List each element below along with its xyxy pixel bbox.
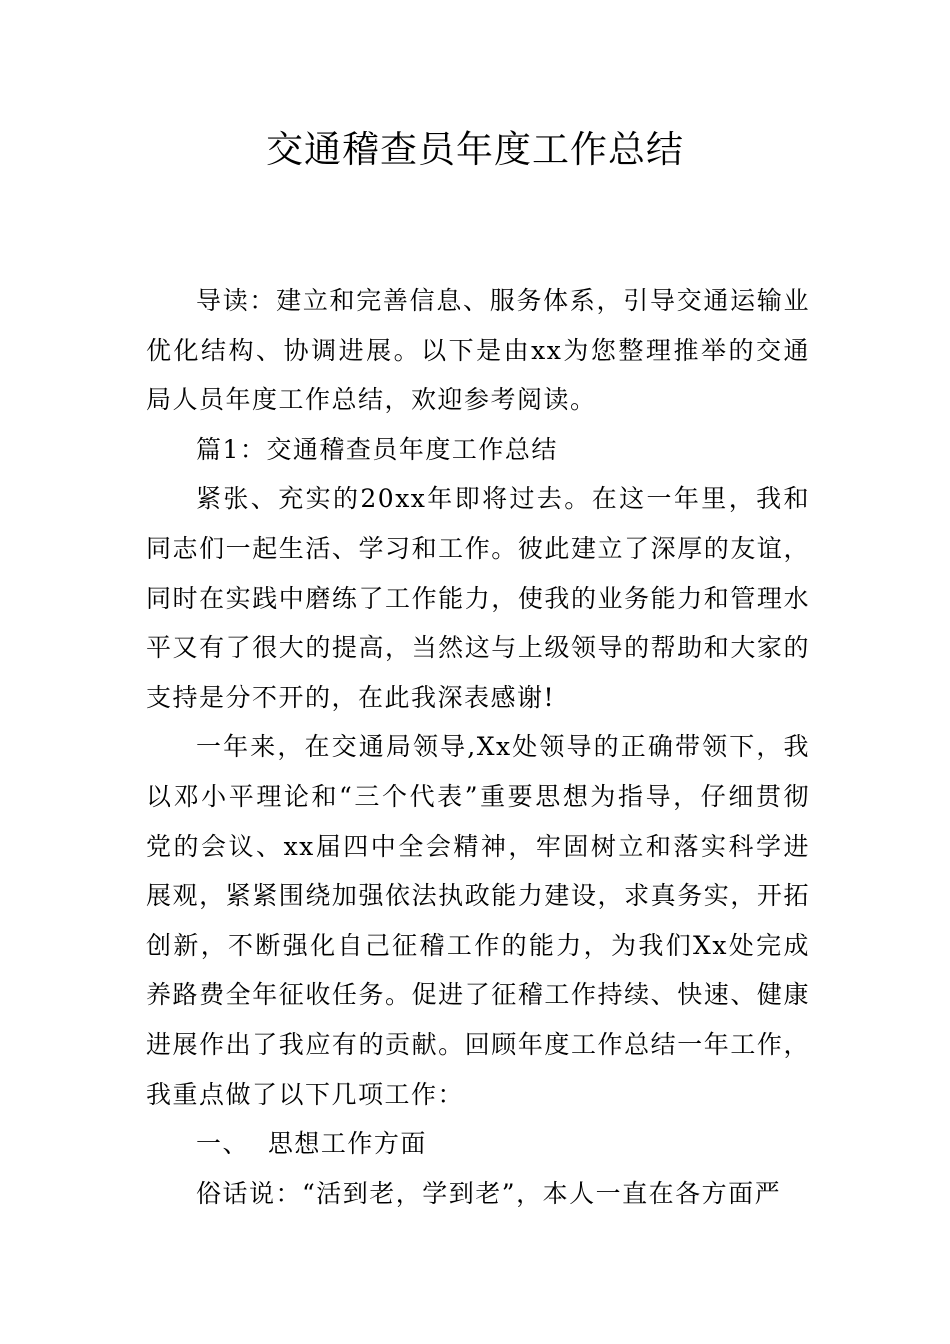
document-body — [146, 276, 810, 1218]
intro-paragraph: 导读：建立和完善信息、服务体系，引导交通运输业优化结构、协调进展。以下是由xx为您整理推举的交通局人员年度工作总结，欢迎参考阅读。 — [146, 286, 810, 415]
body-paragraph: 一年来，在交通局领导,Xx处领导的正确带领下，我以邓小平理论和“三个代表”重要思想为指导，仔细贯彻党的会议、xx届四中全会精神，牢固树立和落实科学进展观，紧紧围绕加强依法执政能力建设，求真务实，开拓创新，不断强化自己征稽工作的能力，为我们Xx处完成养路费全年征收任务。促进了征稽工作持续、快速、健康进展作出了我应有的贡献。回顾年度工作总结一年工作，我重点做了以下几项工作： — [146, 732, 810, 1109]
subsection-heading: 一、 思想工作方面 — [196, 1129, 427, 1159]
body-paragraph: 俗话说：“活到老，学到老”，本人一直在各方面严 — [196, 1178, 782, 1208]
section-title: 篇1：交通稽查员年度工作总结 — [196, 434, 558, 464]
body-paragraph: 紧张、充实的20xx年即将过去。在这一年里，我和同志们一起生活、学习和工作。彼此建立了深厚的友谊，同时在实践中磨练了工作能力，使我的业务能力和管理水平又有了很大的提高，当然这与上级领导的帮助和大家的支持是分不开的，在此我深表感谢! — [146, 484, 810, 712]
document-title: 交通稽查员年度工作总结 — [266, 128, 684, 171]
